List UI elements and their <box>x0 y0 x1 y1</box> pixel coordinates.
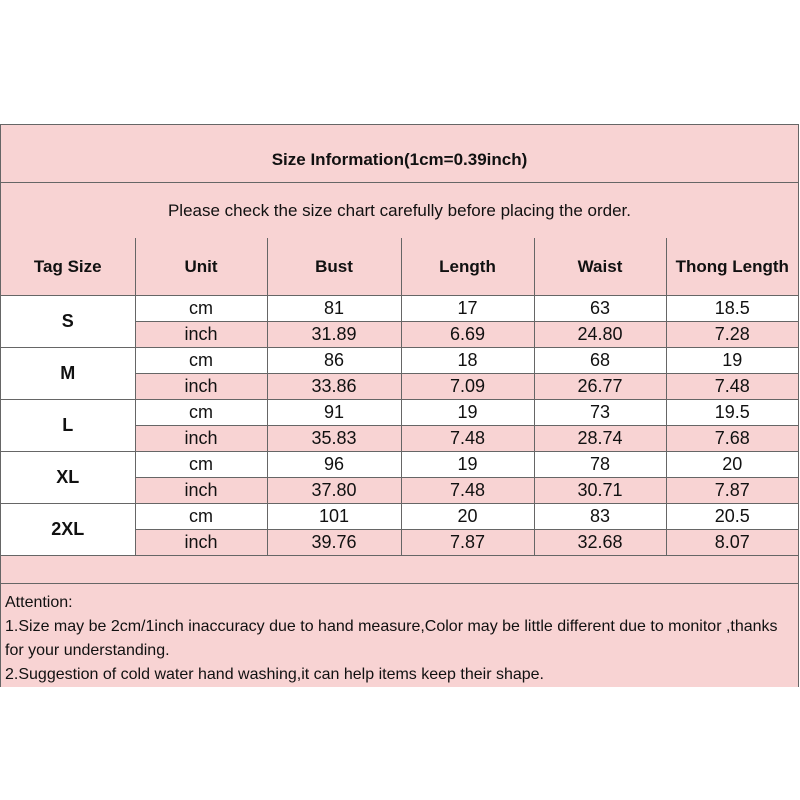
thong-length-cell: 7.28 <box>666 322 798 348</box>
thong-length-cell: 20 <box>666 452 798 478</box>
table-row <box>1 296 798 322</box>
thong-length-cell: 18.5 <box>666 296 798 322</box>
header-waist: Waist <box>534 238 666 296</box>
header-unit: Unit <box>135 238 267 296</box>
size-chart <box>0 124 799 687</box>
bust-cell: 81 <box>267 296 401 322</box>
thong-length-cell: 7.87 <box>666 478 798 504</box>
tag-size-cell: XL <box>1 452 135 504</box>
unit-cell: inch <box>135 374 267 400</box>
tag-size-cell: L <box>1 400 135 452</box>
thong-length-cell: 20.5 <box>666 504 798 530</box>
bust-cell: 101 <box>267 504 401 530</box>
unit-cell: cm <box>135 296 267 322</box>
waist-cell: 30.71 <box>534 478 666 504</box>
unit-cell: inch <box>135 530 267 556</box>
unit-cell: inch <box>135 322 267 348</box>
table-row <box>1 504 798 530</box>
waist-cell: 73 <box>534 400 666 426</box>
bust-cell: 37.80 <box>267 478 401 504</box>
waist-cell: 28.74 <box>534 426 666 452</box>
unit-cell: inch <box>135 426 267 452</box>
unit-cell: cm <box>135 348 267 374</box>
length-cell: 7.48 <box>401 478 534 504</box>
length-cell: 7.48 <box>401 426 534 452</box>
waist-cell: 83 <box>534 504 666 530</box>
length-cell: 19 <box>401 452 534 478</box>
waist-cell: 32.68 <box>534 530 666 556</box>
attention-note-1: 1.Size may be 2cm/1inch inaccuracy due to hand measure,Color may be little different due to monitor ,thanks for your understanding. <box>5 618 778 659</box>
waist-cell: 24.80 <box>534 322 666 348</box>
table-header-row <box>1 238 798 296</box>
length-cell: 6.69 <box>401 322 534 348</box>
thong-length-cell: 8.07 <box>666 530 798 556</box>
waist-cell: 78 <box>534 452 666 478</box>
tag-size-cell: S <box>1 296 135 348</box>
tag-size-cell: M <box>1 348 135 400</box>
length-cell: 19 <box>401 400 534 426</box>
waist-cell: 26.77 <box>534 374 666 400</box>
attention-heading: Attention: <box>5 594 73 611</box>
bust-cell: 96 <box>267 452 401 478</box>
table-row <box>1 452 798 478</box>
thong-length-cell: 7.68 <box>666 426 798 452</box>
size-chart-notice: Please check the size chart carefully before placing the order. <box>1 183 798 239</box>
size-table <box>1 238 798 556</box>
waist-cell: 63 <box>534 296 666 322</box>
bust-cell: 35.83 <box>267 426 401 452</box>
thong-length-cell: 19 <box>666 348 798 374</box>
tag-size-cell: 2XL <box>1 504 135 556</box>
attention-note-2: 2.Suggestion of cold water hand washing,it can help items keep their shape. <box>5 666 544 683</box>
thong-length-cell: 19.5 <box>666 400 798 426</box>
thong-length-cell: 7.48 <box>666 374 798 400</box>
unit-cell: cm <box>135 452 267 478</box>
length-cell: 7.87 <box>401 530 534 556</box>
header-thong-length: Thong Length <box>666 238 798 296</box>
unit-cell: cm <box>135 504 267 530</box>
bust-cell: 86 <box>267 348 401 374</box>
length-cell: 17 <box>401 296 534 322</box>
bust-cell: 33.86 <box>267 374 401 400</box>
length-cell: 20 <box>401 504 534 530</box>
bust-cell: 91 <box>267 400 401 426</box>
waist-cell: 68 <box>534 348 666 374</box>
bust-cell: 39.76 <box>267 530 401 556</box>
unit-cell: cm <box>135 400 267 426</box>
unit-cell: inch <box>135 478 267 504</box>
attention-notes <box>1 583 798 687</box>
length-cell: 18 <box>401 348 534 374</box>
header-length: Length <box>401 238 534 296</box>
table-row <box>1 400 798 426</box>
bust-cell: 31.89 <box>267 322 401 348</box>
length-cell: 7.09 <box>401 374 534 400</box>
header-tag-size: Tag Size <box>1 238 135 296</box>
table-row <box>1 348 798 374</box>
header-bust: Bust <box>267 238 401 296</box>
size-chart-title: Size Information(1cm=0.39inch) <box>1 125 798 183</box>
